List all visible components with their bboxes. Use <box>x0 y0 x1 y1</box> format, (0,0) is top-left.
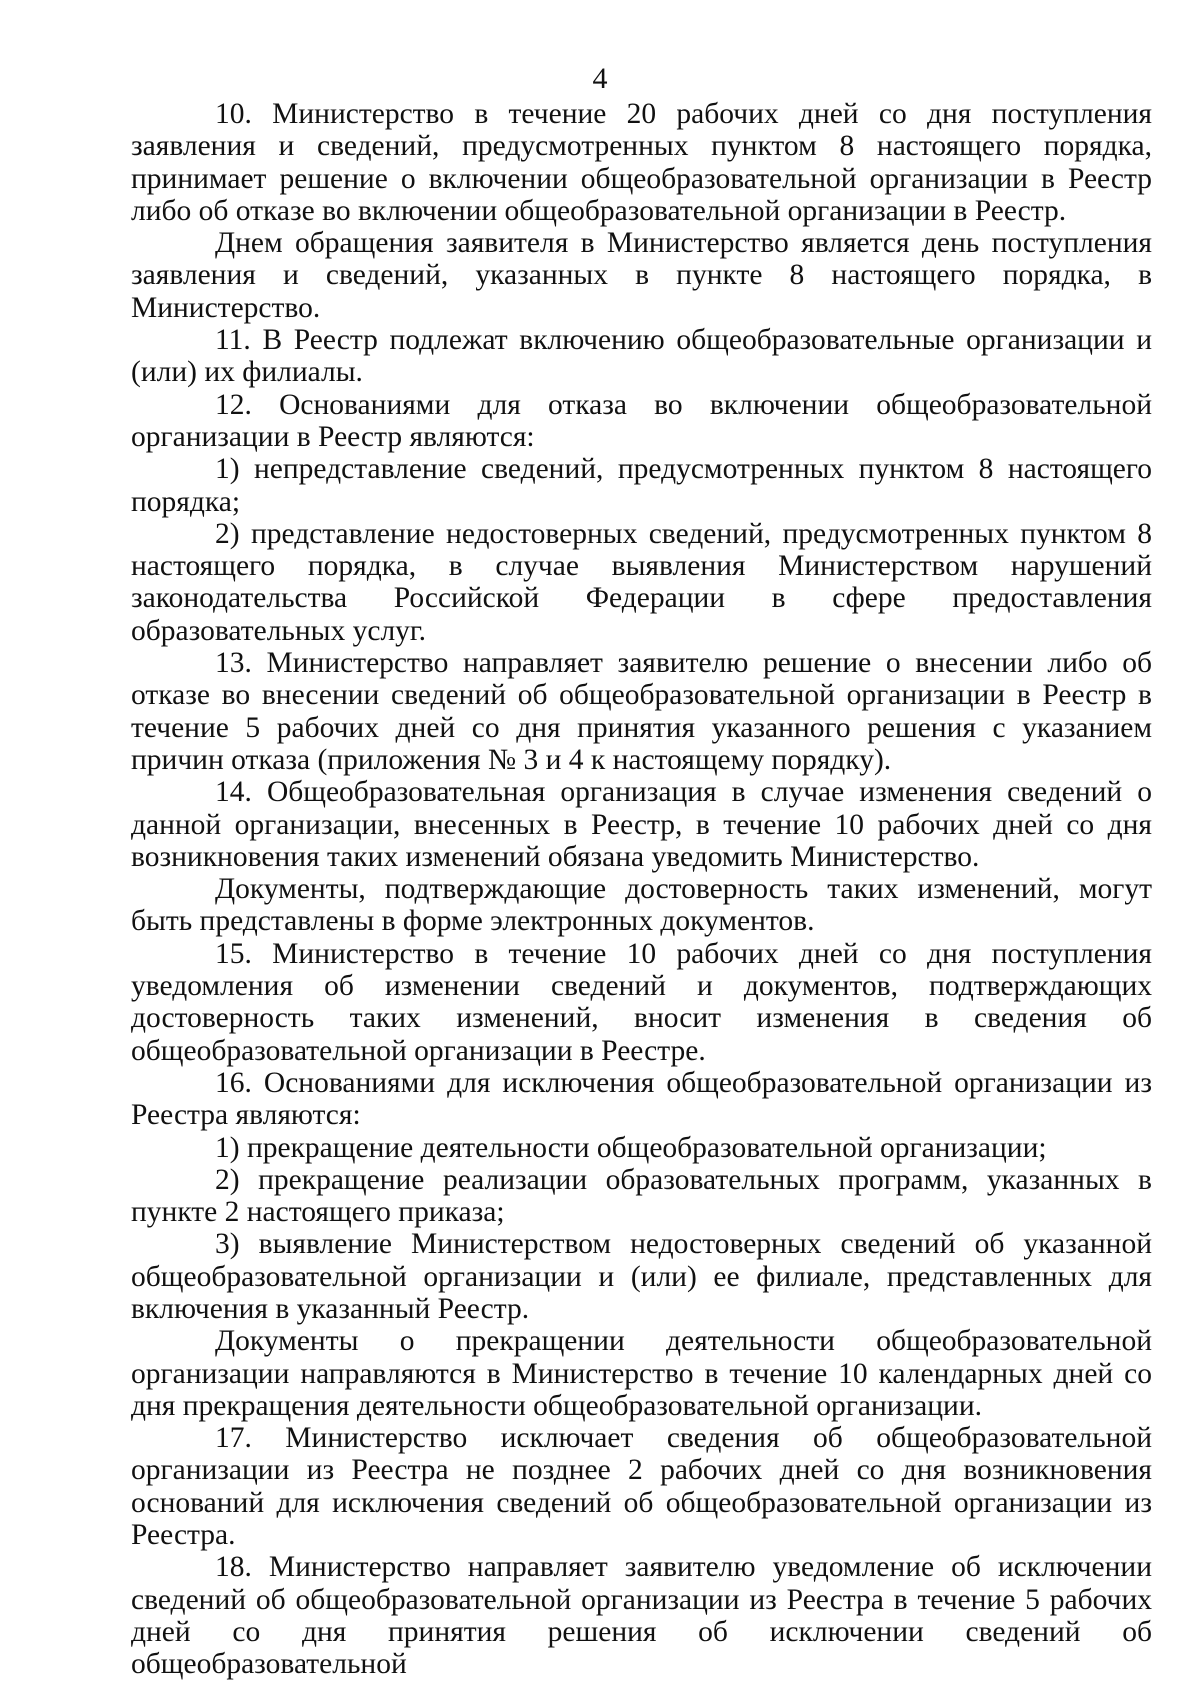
paragraph-16-item-2: 2) прекращение реализации образовательных программ, указанных в пункте 2 настоящего приказа; <box>131 1163 1152 1229</box>
paragraph-16-documents: Документы о прекращении деятельности общеобразовательной организации направляются в Министерство в течение 10 календарных дней со дня прекращения деятельности общеобразовательной организации. <box>131 1325 1152 1422</box>
paragraph-16: 16. Основаниями для исключения общеобразовательной организации из Реестра являются: <box>131 1066 1152 1132</box>
paragraph-14: 14. Общеобразовательная организация в случае изменения сведений о данной организации, внесенных в Реестр, в течение 10 рабочих дней со дня возникновения таких изменений обязана уведомить Министерство. <box>131 776 1152 873</box>
paragraph-16-item-1: 1) прекращение деятельности общеобразовательной организации; <box>215 1131 1047 1164</box>
paragraph-10: 10. Министерство в течение 20 рабочих дней со дня поступления заявления и сведений, предусмотренных пунктом 8 настоящего порядка, принимает решение о включении общеобразовательной организации в Реестр либо об отказе во включении общеобразовательной организации в Реестр. <box>131 98 1152 227</box>
paragraph-15: 15. Министерство в течение 10 рабочих дней со дня поступления уведомления об изменении сведений и документов, подтверждающих достоверность таких изменений, вносит изменения в сведения об общеобразовательной организации в Реестре. <box>131 937 1152 1067</box>
paragraph-18: 18. Министерство направляет заявителю уведомление об исключении сведений об общеобразовательной организации из Реестра в течение 5 рабочих дней со дня принятия решения об исключении сведений об общеобразовательной <box>131 1551 1152 1681</box>
paragraph-16-item-3: 3) выявление Министерством недостоверных сведений об указанной общеобразовательной организации и (или) ее филиале, представленных для включения в указанный Реестр. <box>131 1228 1152 1325</box>
paragraph-13: 13. Министерство направляет заявителю решение о внесении либо об отказе во внесении сведений об общеобразовательной организации в Реестр в течение 5 рабочих дней со дня принятия указанного решения с указанием причин отказа (приложения № 3 и 4 к настоящему порядку). <box>131 647 1152 776</box>
page-number: 4 <box>592 62 608 95</box>
paragraph-application-day: Днем обращения заявителя в Министерство является день поступления заявления и сведений, указанных в пункте 8 настоящего порядка, в Министерство. <box>131 227 1152 324</box>
paragraph-12: 12. Основаниями для отказа во включении общеобразовательной организации в Реестр являются: <box>131 388 1152 453</box>
paragraph-12-item-1: 1) непредставление сведений, предусмотренных пунктом 8 настоящего порядка; <box>131 453 1152 518</box>
document-body <box>131 98 1152 1681</box>
paragraph-12-item-2: 2) представление недостоверных сведений, предусмотренных пунктом 8 настоящего порядка, в случае выявления Министерством нарушений законодательства Российской Федерации в сфере предоставления образовательных услуг. <box>131 517 1152 647</box>
paragraph-14-documents: Документы, подтверждающие достоверность таких изменений, могут быть представлены в форме электронных документов. <box>131 873 1152 938</box>
paragraph-17: 17. Министерство исключает сведения об общеобразовательной организации из Реестра не позднее 2 рабочих дней со дня возникновения оснований для исключения сведений об общеобразовательной организации из Реестра. <box>131 1422 1152 1552</box>
paragraph-11: 11. В Реестр подлежат включению общеобразовательные организации и (или) их филиалы. <box>131 324 1152 389</box>
